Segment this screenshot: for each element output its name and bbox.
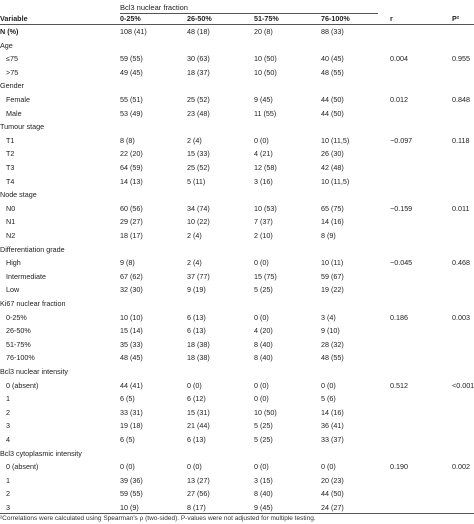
value-26-50: 6 (13) xyxy=(187,312,206,322)
row-label: 2 xyxy=(6,489,10,499)
table-row xyxy=(0,162,474,174)
header-variable: Variable xyxy=(0,14,28,23)
table-row xyxy=(0,26,474,38)
value-76-100: 65 (75) xyxy=(321,203,344,213)
value-76-100: 36 (41) xyxy=(321,421,344,431)
section-label: Bcl3 nuclear intensity xyxy=(0,367,68,376)
value-26-50: 6 (13) xyxy=(187,326,206,336)
value-51-75: 8 (40) xyxy=(254,489,273,499)
value-51-75: 7 (37) xyxy=(254,217,273,227)
value-p: 0.468 xyxy=(452,258,470,268)
value-51-75: 0 (0) xyxy=(254,394,269,404)
value-51-75: 4 (21) xyxy=(254,149,273,159)
value-r: 0.190 xyxy=(390,462,408,472)
table-row xyxy=(0,108,474,120)
value-26-50: 0 (0) xyxy=(187,380,202,390)
value-51-75: 9 (45) xyxy=(254,503,273,512)
table-row xyxy=(0,502,474,514)
value-51-75: 0 (0) xyxy=(254,135,269,145)
value-76-100: 48 (55) xyxy=(321,353,344,363)
table-row xyxy=(0,461,474,473)
row-label: Intermediate xyxy=(6,271,46,281)
value-76-100: 48 (55) xyxy=(321,67,344,77)
header-p: P² xyxy=(452,14,460,23)
value-76-100: 88 (33) xyxy=(321,27,344,36)
row-label: T3 xyxy=(6,163,15,172)
value-0-25: 0 (0) xyxy=(120,462,135,472)
value-51-75: 0 (0) xyxy=(254,312,269,322)
section-label: Bcl3 cytoplasmic intensity xyxy=(0,448,82,458)
footer-rule xyxy=(0,513,474,514)
table-row xyxy=(0,284,474,296)
value-26-50: 2 (4) xyxy=(187,135,202,145)
value-0-25: 48 (45) xyxy=(120,353,143,363)
value-26-50: 5 (11) xyxy=(187,176,206,186)
header-r: r xyxy=(390,14,393,23)
value-0-25: 8 (8) xyxy=(120,135,135,145)
value-76-100: 14 (16) xyxy=(321,407,344,417)
value-0-25: 59 (55) xyxy=(120,489,143,499)
value-r: 0.512 xyxy=(390,380,408,390)
value-0-25: 9 (8) xyxy=(120,258,135,268)
value-76-100: 19 (22) xyxy=(321,285,344,295)
value-p: 0.003 xyxy=(452,312,470,322)
value-0-25: 60 (56) xyxy=(120,203,143,213)
value-51-75: 12 (58) xyxy=(254,163,277,172)
value-51-75: 10 (53) xyxy=(254,203,277,213)
value-p: 0.011 xyxy=(452,203,470,213)
row-label: T4 xyxy=(6,176,15,186)
value-0-25: 39 (36) xyxy=(120,475,143,485)
header-51-75: 51-75% xyxy=(254,14,279,23)
value-51-75: 11 (55) xyxy=(254,108,277,118)
value-26-50: 2 (4) xyxy=(187,231,202,240)
value-0-25: 29 (27) xyxy=(120,217,143,227)
value-26-50: 10 (22) xyxy=(187,217,210,227)
row-label: T1 xyxy=(6,135,15,145)
row-label: High xyxy=(6,258,21,268)
row-label: N2 xyxy=(6,231,16,240)
value-26-50: 48 (18) xyxy=(187,27,210,36)
value-r: −0.159 xyxy=(390,203,413,213)
row-label: 51-75% xyxy=(6,339,31,349)
row-label: 0 (absent) xyxy=(6,380,39,390)
value-76-100: 20 (23) xyxy=(321,475,344,485)
table-row xyxy=(0,53,474,65)
table-row xyxy=(0,420,474,432)
table-row xyxy=(0,407,474,419)
section-label: Node stage xyxy=(0,190,37,200)
table-footnote: ²Correlations were calculated using Spearman's ρ (two-sided). P-values were not adjusted for multiple testing. xyxy=(0,515,316,522)
value-51-75: 2 (10) xyxy=(254,231,273,240)
header-0-25: 0-25% xyxy=(120,14,141,23)
section-row xyxy=(0,80,474,92)
section-row xyxy=(0,244,474,256)
value-76-100: 42 (48) xyxy=(321,163,344,172)
value-51-75: 10 (50) xyxy=(254,407,277,417)
value-0-25: 64 (59) xyxy=(120,163,143,172)
value-0-25: 6 (5) xyxy=(120,394,135,404)
row-label: 0-25% xyxy=(6,312,27,322)
value-26-50: 15 (33) xyxy=(187,149,210,159)
row-label: 3 xyxy=(6,421,10,431)
value-51-75: 20 (8) xyxy=(254,27,273,36)
table-row xyxy=(0,67,474,79)
value-r: 0.012 xyxy=(390,95,408,104)
value-26-50: 8 (17) xyxy=(187,503,206,512)
value-0-25: 10 (9) xyxy=(120,503,139,512)
row-label: ≤75 xyxy=(6,54,18,64)
row-label: 26-50% xyxy=(6,326,31,336)
value-51-75: 15 (75) xyxy=(254,271,277,281)
table-row xyxy=(0,312,474,324)
row-label: 2 xyxy=(6,407,10,417)
section-label: Gender xyxy=(0,81,24,91)
value-0-25: 6 (5) xyxy=(120,435,135,444)
row-label: Female xyxy=(6,95,30,104)
value-51-75: 0 (0) xyxy=(254,258,269,268)
value-76-100: 44 (50) xyxy=(321,489,344,499)
row-label: N0 xyxy=(6,203,16,213)
value-0-25: 49 (45) xyxy=(120,67,143,77)
value-26-50: 0 (0) xyxy=(187,462,202,472)
row-label: Low xyxy=(6,285,20,295)
value-76-100: 0 (0) xyxy=(321,462,336,472)
header-76-100: 76-100% xyxy=(321,14,350,23)
value-76-100: 44 (50) xyxy=(321,95,344,104)
value-0-25: 18 (17) xyxy=(120,231,143,240)
section-row xyxy=(0,366,474,378)
row-label: N (%) xyxy=(0,27,19,36)
value-0-25: 15 (14) xyxy=(120,326,143,336)
value-0-25: 59 (55) xyxy=(120,54,143,64)
value-51-75: 8 (40) xyxy=(254,339,273,349)
table-row xyxy=(0,325,474,337)
value-0-25: 55 (51) xyxy=(120,95,143,104)
value-26-50: 25 (52) xyxy=(187,163,210,172)
section-row xyxy=(0,298,474,310)
table-row xyxy=(0,176,474,188)
header-26-50: 26-50% xyxy=(187,14,212,23)
value-51-75: 5 (25) xyxy=(254,421,273,431)
value-0-25: 14 (13) xyxy=(120,176,143,186)
section-label: Tumour stage xyxy=(0,122,45,132)
table-row xyxy=(0,203,474,215)
value-26-50: 6 (13) xyxy=(187,435,206,444)
value-76-100: 28 (32) xyxy=(321,339,344,349)
table-row xyxy=(0,257,474,269)
value-76-100: 10 (11,5) xyxy=(321,135,350,145)
value-0-25: 33 (31) xyxy=(120,407,143,417)
value-26-50: 18 (38) xyxy=(187,339,210,349)
value-26-50: 18 (38) xyxy=(187,353,210,363)
value-76-100: 26 (30) xyxy=(321,149,344,159)
value-76-100: 10 (11,5) xyxy=(321,176,350,186)
value-76-100: 3 (4) xyxy=(321,312,336,322)
section-row xyxy=(0,189,474,201)
value-26-50: 27 (56) xyxy=(187,489,210,499)
value-76-100: 14 (16) xyxy=(321,217,344,227)
table-row xyxy=(0,339,474,351)
value-76-100: 40 (45) xyxy=(321,54,344,64)
value-p: 0.118 xyxy=(452,135,470,145)
column-group-header xyxy=(0,3,474,13)
value-26-50: 25 (52) xyxy=(187,95,210,104)
value-0-25: 53 (49) xyxy=(120,108,143,118)
section-label: Differentiation grade xyxy=(0,244,65,254)
value-76-100: 10 (11) xyxy=(321,258,344,268)
value-p: <0.001 xyxy=(452,380,474,390)
value-p: 0.002 xyxy=(452,462,470,472)
value-p: 0.955 xyxy=(452,54,470,64)
value-51-75: 8 (40) xyxy=(254,353,273,363)
value-26-50: 30 (63) xyxy=(187,54,210,64)
table-row xyxy=(0,216,474,228)
table-row xyxy=(0,135,474,147)
table-row xyxy=(0,380,474,392)
table-row xyxy=(0,488,474,500)
value-26-50: 18 (37) xyxy=(187,67,210,77)
table-row xyxy=(0,271,474,283)
value-r: −0.045 xyxy=(390,258,413,268)
value-0-25: 67 (62) xyxy=(120,271,143,281)
value-r: 0.004 xyxy=(390,54,408,64)
value-0-25: 22 (20) xyxy=(120,149,143,159)
row-label: N1 xyxy=(6,217,16,227)
row-label: Male xyxy=(6,108,22,118)
table-row xyxy=(0,352,474,364)
section-row xyxy=(0,121,474,133)
value-26-50: 23 (48) xyxy=(187,108,210,118)
section-label: Ki67 nuclear fraction xyxy=(0,299,66,308)
row-label: >75 xyxy=(6,67,19,77)
value-51-75: 3 (15) xyxy=(254,475,273,485)
table-row xyxy=(0,434,474,446)
value-51-75: 10 (50) xyxy=(254,67,277,77)
bcl3-nuclear-fraction-label: Bcl3 nuclear fraction xyxy=(120,3,188,12)
value-51-75: 5 (25) xyxy=(254,285,273,295)
value-76-100: 59 (67) xyxy=(321,271,344,281)
section-row xyxy=(0,40,474,52)
value-51-75: 9 (45) xyxy=(254,95,273,104)
value-26-50: 34 (74) xyxy=(187,203,210,213)
section-label: Age xyxy=(0,40,13,50)
value-51-75: 10 (50) xyxy=(254,54,277,64)
table-row xyxy=(0,230,474,242)
value-76-100: 9 (10) xyxy=(321,326,340,336)
row-label: 4 xyxy=(6,435,10,444)
value-0-25: 44 (41) xyxy=(120,380,143,390)
value-76-100: 8 (9) xyxy=(321,231,336,240)
header-rule xyxy=(0,24,474,25)
value-51-75: 4 (20) xyxy=(254,326,273,336)
table-row xyxy=(0,148,474,160)
row-label: 1 xyxy=(6,394,10,404)
table-header-row xyxy=(0,13,474,24)
value-26-50: 21 (44) xyxy=(187,421,210,431)
value-0-25: 35 (33) xyxy=(120,339,143,349)
value-76-100: 33 (37) xyxy=(321,435,344,444)
value-76-100: 5 (6) xyxy=(321,394,336,404)
value-51-75: 0 (0) xyxy=(254,380,269,390)
section-row xyxy=(0,448,474,460)
value-26-50: 6 (12) xyxy=(187,394,206,404)
value-0-25: 10 (10) xyxy=(120,312,143,322)
value-26-50: 15 (31) xyxy=(187,407,210,417)
table-row xyxy=(0,94,474,106)
value-26-50: 13 (27) xyxy=(187,475,210,485)
value-51-75: 3 (16) xyxy=(254,176,273,186)
row-label: 1 xyxy=(6,475,10,485)
row-label: T2 xyxy=(6,149,15,159)
value-26-50: 37 (77) xyxy=(187,271,210,281)
table-row xyxy=(0,393,474,405)
value-51-75: 5 (25) xyxy=(254,435,273,444)
value-76-100: 44 (50) xyxy=(321,108,344,118)
value-76-100: 24 (27) xyxy=(321,503,344,512)
value-0-25: 32 (30) xyxy=(120,285,143,295)
value-0-25: 19 (18) xyxy=(120,421,143,431)
row-label: 0 (absent) xyxy=(6,462,39,472)
row-label: 76-100% xyxy=(6,353,35,363)
value-51-75: 0 (0) xyxy=(254,462,269,472)
value-p: 0.848 xyxy=(452,95,470,104)
value-r: −0.097 xyxy=(390,135,413,145)
value-26-50: 9 (19) xyxy=(187,285,206,295)
table-row xyxy=(0,475,474,487)
value-76-100: 0 (0) xyxy=(321,380,336,390)
value-r: 0.186 xyxy=(390,312,408,322)
value-0-25: 108 (41) xyxy=(120,27,147,36)
value-26-50: 2 (4) xyxy=(187,258,202,268)
row-label: 3 xyxy=(6,503,10,512)
